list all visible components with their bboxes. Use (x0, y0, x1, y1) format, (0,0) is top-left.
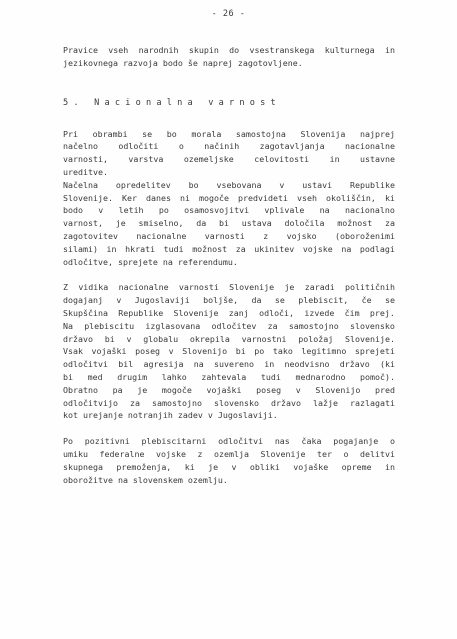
text-line (63, 320, 395, 333)
document-body (63, 44, 395, 486)
word: bi (104, 333, 115, 344)
word: skupnega (63, 461, 103, 472)
word: razlagati (350, 397, 395, 408)
word: med (87, 371, 103, 382)
word: drugim (117, 371, 148, 382)
text-line: odločitve, sprejete na referendumu. (63, 256, 238, 267)
word: načelno (63, 141, 98, 152)
word: Na (63, 320, 73, 331)
word: pa (112, 384, 123, 395)
text-line (63, 307, 395, 320)
word: pozitivni (84, 436, 130, 447)
word: Obratno (63, 384, 98, 395)
word: Skupščina (63, 307, 108, 318)
word: Ker (121, 192, 137, 203)
word: neodvisno (284, 359, 330, 370)
word: vojaški (91, 346, 127, 357)
text-line: jezikovnega razvoja bodo še naprej zagotovljene. (63, 57, 303, 68)
word: suvereno (214, 359, 254, 370)
word: vidika (78, 282, 109, 293)
word: in (264, 359, 275, 370)
word: Načelna (63, 179, 98, 190)
text-line (63, 179, 395, 192)
word: pogajanje (333, 436, 379, 447)
word: delitvi (360, 448, 395, 459)
word: odločitev (211, 320, 257, 331)
word: ni (179, 192, 190, 203)
word: sprejeti (354, 346, 395, 357)
word: v (279, 179, 285, 190)
text-line (63, 294, 395, 307)
word: Pri (63, 128, 78, 139)
word: za (129, 397, 140, 408)
word: ustavi (302, 179, 333, 190)
word: bo (188, 179, 199, 190)
word: in (384, 461, 395, 472)
word: z (197, 448, 203, 459)
word: ozemeljske (183, 154, 234, 165)
word: Republike (350, 179, 395, 190)
word: in (106, 243, 117, 254)
word: Jugoslaviji (134, 295, 190, 306)
word: ustava (241, 218, 272, 229)
word: Republike (118, 307, 164, 318)
word: agresija (143, 359, 184, 370)
word: obrambi (92, 128, 128, 139)
word: Slovenije (260, 448, 306, 459)
word: po (254, 346, 265, 357)
word: samostojna (235, 128, 286, 139)
paragraph-negotiation (63, 435, 395, 486)
word: nas (274, 436, 290, 447)
word: celovitosti (254, 154, 310, 165)
word: slovensko (214, 397, 259, 408)
text-line: oborožitve na slovenskem ozemlju. (63, 474, 228, 485)
word: premoženja, (116, 461, 172, 472)
text-line (63, 281, 395, 294)
word: globalu (143, 333, 179, 344)
intro-paragraph (63, 44, 395, 70)
word: mogoče (199, 192, 229, 203)
word: po (158, 205, 169, 216)
word: je (284, 282, 295, 293)
word: če (361, 295, 372, 306)
word: bi (63, 371, 73, 382)
word: ki (384, 192, 395, 203)
word: ozemlja (214, 448, 249, 459)
word: osamosvojitvi (184, 205, 250, 216)
text-line (63, 397, 395, 410)
word: mednarodno (295, 371, 346, 382)
word: da (251, 295, 262, 306)
word: Po (63, 436, 73, 447)
word: o (178, 141, 184, 152)
word: nacionalne (136, 230, 187, 241)
text-line (63, 333, 395, 346)
word: varstva (128, 154, 164, 165)
word: se (274, 295, 285, 306)
word: ter (316, 448, 332, 459)
word: Slovenijo (182, 346, 228, 357)
word: in (384, 45, 395, 55)
text-line (63, 448, 395, 461)
text-line (63, 371, 395, 384)
word: vojsko (286, 230, 317, 241)
word: državo (339, 359, 370, 370)
word: v (116, 295, 122, 306)
word: možnost (192, 243, 228, 254)
word: obliki (249, 461, 280, 472)
word: političnih (345, 282, 395, 293)
word: nacionalne (118, 282, 169, 293)
word: okrepila (189, 333, 230, 344)
word: danes (145, 192, 171, 203)
word: izglasovana (145, 320, 201, 331)
word: dogajanj (63, 295, 103, 306)
word: v (231, 461, 237, 472)
text-line (63, 384, 395, 397)
text-line (63, 435, 395, 448)
paragraph-constitution (63, 179, 395, 269)
word: plebiscitarni (141, 436, 207, 447)
word: z (263, 230, 269, 241)
word: zaradi (304, 282, 335, 293)
word: samostojno (152, 397, 202, 408)
word: kulturnega (324, 45, 375, 55)
word: čim (344, 307, 360, 318)
word: odločitvijo (63, 397, 118, 408)
word: nacionalne (345, 141, 395, 152)
word: silami) (63, 243, 98, 254)
word: Slovenije (173, 307, 219, 318)
word: lažje (313, 397, 338, 408)
word: ustavne (360, 154, 395, 165)
word: do (229, 45, 240, 55)
word: tudi (260, 371, 281, 382)
word: da (196, 218, 207, 229)
word: vojaške (293, 461, 329, 472)
word: položaj (298, 333, 334, 344)
word: lahko (161, 371, 187, 382)
word: Slovenije (229, 282, 275, 293)
text-line (63, 153, 395, 166)
word: je (115, 218, 126, 229)
word: načinih (204, 141, 240, 152)
word: skupin (188, 45, 219, 55)
word: pomoč). (360, 371, 395, 382)
word: hkrati (125, 243, 156, 254)
text-line (63, 358, 395, 371)
word: se (384, 295, 395, 306)
word: varnosti (178, 282, 219, 293)
word: opreme (341, 461, 372, 472)
word: bi (219, 218, 229, 229)
word: o (389, 436, 395, 447)
word: morala (191, 128, 222, 139)
word: odloči, (259, 307, 295, 318)
word: mogoče (161, 384, 192, 395)
word: v (168, 346, 174, 357)
word: Slovenije. (63, 192, 113, 203)
word: odločiti (118, 141, 159, 152)
word: na (319, 205, 330, 216)
word: državo (271, 397, 301, 408)
word: bi (235, 346, 246, 357)
word: podlagi (359, 243, 395, 254)
text-line (63, 192, 395, 205)
word: legitimno (301, 346, 347, 357)
word: vojske (302, 243, 333, 254)
word: ukinitev (254, 243, 295, 254)
word: bo (166, 128, 177, 139)
word: zagotavljanja (259, 141, 325, 152)
word: v (98, 205, 104, 216)
word: vseh (108, 45, 129, 55)
word: za (384, 218, 395, 229)
word: določila (284, 218, 325, 229)
word: za (267, 320, 278, 331)
text-line (63, 217, 395, 230)
word: državo (63, 333, 93, 344)
text-line (63, 243, 395, 256)
word: se (142, 128, 153, 139)
word: bodo (63, 205, 83, 216)
word: odločitvi (218, 436, 264, 447)
word: boljše, (203, 295, 239, 306)
word: vseh (296, 192, 317, 203)
word: okoliščin, (325, 192, 376, 203)
word: samostojno (288, 320, 339, 331)
word: varnosti, (63, 154, 108, 165)
word: plebiscitu (84, 320, 135, 331)
word: smiselno, (138, 218, 184, 229)
word: Pravice (63, 45, 98, 55)
word: plebiscit, (298, 295, 349, 306)
text-line (63, 128, 395, 141)
word: pred (375, 384, 395, 395)
word: bil (118, 359, 134, 370)
word: tako (272, 346, 293, 357)
word: je (208, 461, 219, 472)
word: Slovenijo (315, 384, 361, 395)
word: poseg (256, 384, 282, 395)
word: čaka (301, 436, 322, 447)
text-line (63, 461, 395, 474)
word: Z (63, 282, 68, 293)
word: predvideti (238, 192, 288, 203)
word: najprej (360, 128, 395, 139)
word: slovensko (349, 320, 395, 331)
text-line (63, 44, 395, 57)
word: zagotovitev (63, 230, 118, 241)
word: izvede (304, 307, 335, 318)
word: prej. (369, 307, 395, 318)
word: za (235, 243, 246, 254)
word: (ki (379, 359, 395, 370)
word: tudi (163, 243, 184, 254)
word: Slovenija (300, 128, 346, 139)
text-line (63, 204, 395, 217)
section-heading: 5. Nacionalna varnost (63, 97, 281, 108)
word: Vsak (63, 346, 83, 357)
word: varnostni (241, 333, 287, 344)
word: na (341, 243, 352, 254)
word: varnost, (63, 218, 103, 229)
word: Slovenije. (345, 333, 395, 344)
paragraph-defence (63, 128, 395, 179)
word: možnost (337, 218, 373, 229)
word: (oboroženimi (335, 230, 395, 241)
text-line (63, 140, 395, 153)
word: na (193, 359, 204, 370)
word: zahtevala (201, 371, 247, 382)
word: o (343, 448, 349, 459)
word: opredelitev (115, 179, 171, 190)
word: vplivale (264, 205, 305, 216)
page-number: - 26 - (211, 9, 246, 19)
word: in (329, 154, 340, 165)
word: letih (118, 205, 144, 216)
word: narodnih (138, 45, 179, 55)
word: vojaški (206, 384, 242, 395)
word: odločitvi (63, 359, 108, 370)
word: je (137, 384, 148, 395)
word: vsebovana (216, 179, 262, 190)
word: v (295, 384, 301, 395)
word: varnosti (204, 230, 245, 241)
word: vojske (155, 448, 186, 459)
text-line: kot urejanje notranjih zadev v Jugoslaviji. (63, 410, 278, 421)
word: umiku (63, 448, 88, 459)
word: poseg (135, 346, 161, 357)
text-line (63, 230, 395, 243)
word: nacionalno (344, 205, 395, 216)
word: vsestranskega (249, 45, 315, 55)
word: ki (184, 461, 195, 472)
paragraph-plebiscite (63, 281, 395, 422)
word: zanj (228, 307, 249, 318)
word: v (126, 333, 132, 344)
text-line (63, 345, 395, 358)
text-line: ureditve. (63, 166, 108, 177)
word: federalne (99, 448, 145, 459)
